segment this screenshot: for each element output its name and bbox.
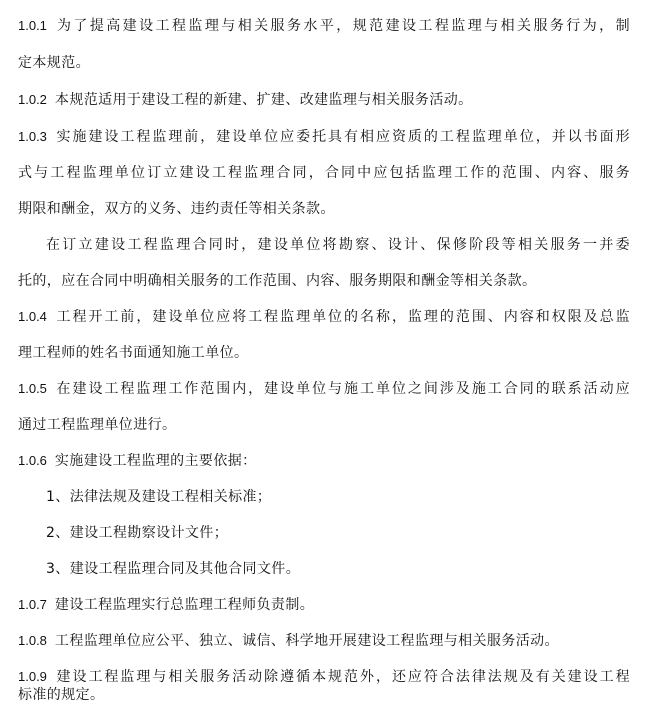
clause-1-0-3-line-2 — [18, 164, 630, 182]
clause-1-0-1-line-1 — [18, 17, 630, 35]
clause-1-0-3-line-1 — [18, 128, 630, 146]
clause-number: 1.0.7 — [18, 597, 47, 612]
clause-text: 建设工程监理实行总监理工程师负责制。 — [54, 597, 315, 613]
clause-text: 标准的规定。 — [18, 687, 105, 703]
clause-number: 1.0.1 — [18, 18, 47, 33]
clause-1-0-9-line-2 — [18, 686, 630, 704]
clause-number: 1.0.9 — [18, 669, 47, 684]
clause-number: 1.0.8 — [18, 633, 47, 648]
clause-1-0-4-line-1 — [18, 308, 630, 326]
clause-number: 1.0.2 — [18, 92, 47, 107]
list-item-text: 3、建设工程监理合同及其他合同文件。 — [46, 561, 301, 577]
clause-text: 工程开工前，建设单位应将工程监理单位的名称，监理的范围、内容和权限及总监 — [54, 309, 630, 325]
clause-1-0-1-line-2 — [18, 54, 630, 72]
clause-1-0-2-line-1 — [18, 91, 630, 109]
clause-number: 1.0.6 — [18, 453, 47, 468]
clause-text: 在建设工程监理工作范围内，建设单位与施工单位之间涉及施工合同的联系活动应 — [54, 381, 630, 397]
list-item-1 — [46, 488, 630, 506]
list-item-text: 1、法律法规及建设工程相关标准； — [46, 489, 272, 505]
list-item-3 — [46, 560, 630, 578]
clause-1-0-8-line-1 — [18, 632, 630, 650]
clause-text: 定本规范。 — [18, 55, 90, 71]
clause-1-0-6-line-1 — [18, 452, 630, 470]
clause-text: 通过工程监理单位进行。 — [18, 417, 177, 433]
clause-number: 1.0.3 — [18, 129, 47, 144]
clause-text: 建设工程监理与相关服务活动除遵循本规范外，还应符合法律法规及有关建设工程 — [54, 669, 630, 685]
paragraph-continuation-line-2 — [18, 272, 630, 290]
clause-1-0-5-line-2 — [18, 416, 630, 434]
clause-1-0-5-line-1 — [18, 380, 630, 398]
clause-text: 实施建设工程监理的主要依据： — [54, 453, 257, 469]
clause-text: 实施建设工程监理前，建设单位应委托具有相应资质的工程监理单位，并以书面形 — [54, 129, 630, 145]
clause-1-0-7-line-1 — [18, 596, 630, 614]
clause-text: 工程监理单位应公平、独立、诚信、科学地开展建设工程监理与相关服务活动。 — [54, 633, 559, 649]
paragraph-text: 在订立建设工程监理合同时，建设单位将勘察、设计、保修阶段等相关服务一并委 — [46, 237, 630, 253]
list-item-2 — [46, 524, 630, 542]
clause-text: 为了提高建设工程监理与相关服务水平，规范建设工程监理与相关服务行为，制 — [54, 18, 630, 34]
paragraph-continuation-line-1 — [46, 236, 630, 254]
clause-1-0-9-line-1 — [18, 668, 630, 686]
clause-text: 本规范适用于建设工程的新建、扩建、改建监理与相关服务活动。 — [54, 92, 473, 108]
clause-1-0-4-line-2 — [18, 344, 630, 362]
clause-number: 1.0.4 — [18, 309, 47, 324]
clause-text: 式与工程监理单位订立建设工程监理合同，合同中应包括监理工作的范围、内容、服务 — [18, 165, 630, 181]
clause-text: 理工程师的姓名书面通知施工单位。 — [18, 345, 249, 361]
paragraph-text: 托的，应在合同中明确相关服务的工作范围、内容、服务期限和酬金等相关条款。 — [18, 273, 537, 289]
clause-number: 1.0.5 — [18, 381, 47, 396]
list-item-text: 2、建设工程勘察设计文件； — [46, 525, 229, 541]
clause-1-0-3-line-3 — [18, 200, 630, 218]
clause-text: 期限和酬金，双方的义务、违约责任等相关条款。 — [18, 201, 335, 217]
